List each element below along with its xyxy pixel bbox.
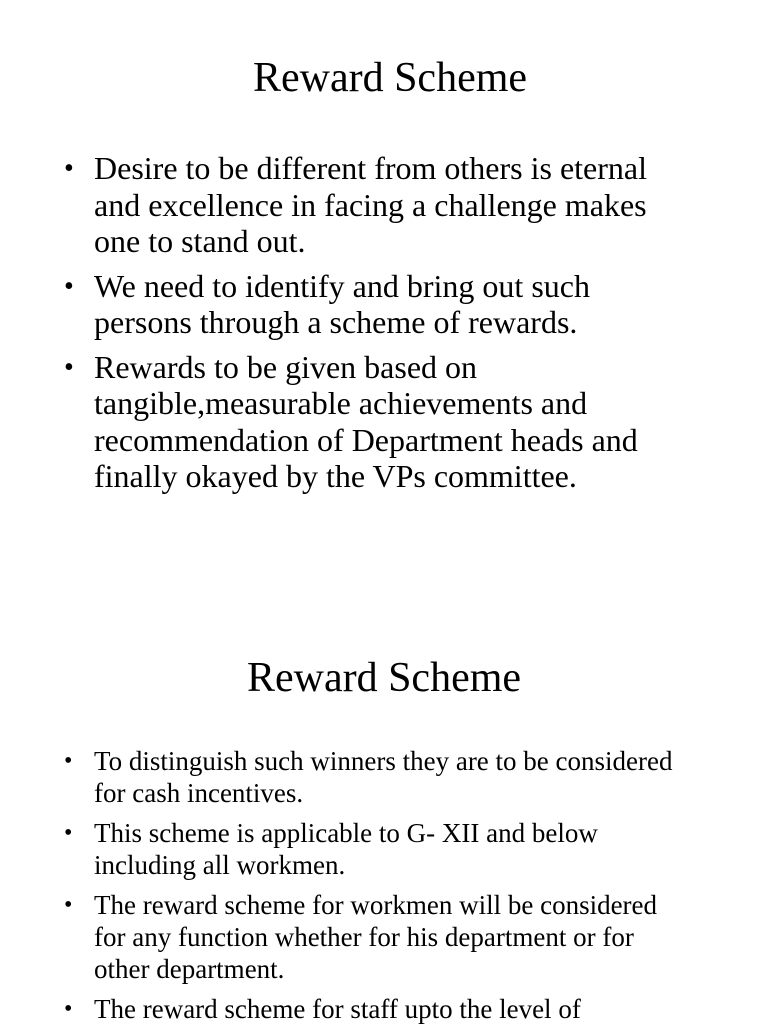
bullet-item [0,268,694,341]
bullet-text: Desire to be different from others is eternal and excellence in facing a challenge makes one to stand out. [94,150,647,259]
bullet-marker: • [64,892,73,918]
bullet-text: To distinguish such winners they are to be considered for cash incentives. [94,746,673,808]
bullet-marker: • [64,153,74,184]
bullet-marker: • [64,820,73,846]
bullet-marker: • [64,996,73,1022]
bullet-text: We need to identify and bring out such persons through a scheme of rewards. [94,267,590,340]
bullet-item [0,993,694,1024]
bullet-marker: • [64,270,74,302]
slide-title: Reward Scheme [246,655,522,701]
bullet-marker: • [64,351,74,383]
bullet-marker: • [64,748,73,774]
bullet-text: Rewards to be given based on tangible,measurable achievements and recommendation of Department heads and finally okayed by the VPs committee. [94,348,638,494]
slide-title: Reward Scheme [252,55,528,101]
bullet-item [0,889,694,985]
bullet-text: This scheme is applicable to G- XII and below including all workmen. [94,818,598,880]
bullet-item [0,817,694,881]
bullet-text: The reward scheme for workmen will be considered for any function whether for his department or for other department. [94,890,658,984]
bullet-item [0,349,694,495]
bullet-list [0,150,694,503]
bullet-item [0,745,694,809]
bullet-list [0,745,694,1024]
slide-2 [0,600,768,1024]
bullet-text: The reward scheme for staff upto the level of [94,994,581,1024]
bullet-item [0,150,694,260]
